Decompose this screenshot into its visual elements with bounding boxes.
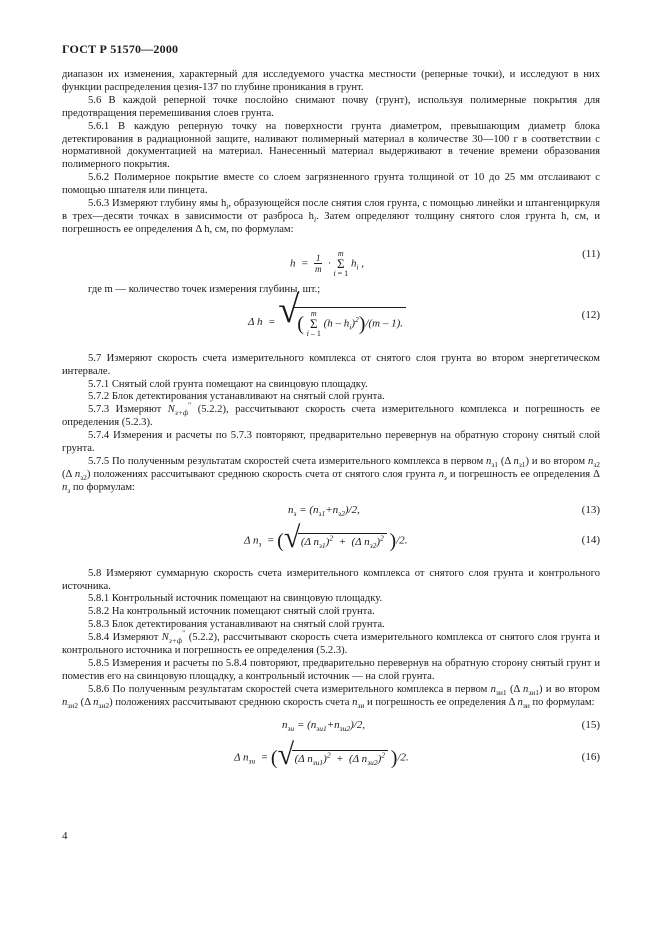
formula-11: h = $\frac{1}{m}$ · m Σ i = 1 $h_i$ , (11) xyxy=(290,247,600,278)
paragraph-5-7-2: 5.7.2 Блок детектирования устанавливают на снятый слой грунта. xyxy=(88,391,385,403)
paragraph: диапазон их изменения, характерный для исследуемого участка местности (реперные точки), и исследуют в них функции распределения цезия-137 по глубине проникания в грунт. xyxy=(62,69,600,93)
page-number: 4 xyxy=(62,830,68,842)
paragraph-5-6-3: 5.6.3 Измеряют глубину ямы $h_i$, образующейся после снятия слоя грунта, с помощью линейки и штангенциркуля в трех—десяти точках в зависимости от разброса $h_i$. Затем определяют толщину снятого слоя грунта h, см, и погрешность ее определения Δ h, см, по формулам: xyxy=(62,198,600,235)
document-body xyxy=(62,69,600,781)
formula-14: Δ $n_з$ = ( √ (Δ $n_{з1})^2 + (\Delta$ $n_{з2})^2$ )/2. (14) xyxy=(244,520,600,554)
paragraph-5-8-3: 5.8.3 Блок детектирования устанавливают на снятый слой грунта. xyxy=(88,619,385,631)
paragraph-5-7-4: 5.7.4 Измерения и расчеты по 5.7.3 повторяют, предварительно перевернув на обратную сторону снятый слой грунта. xyxy=(62,430,600,455)
paragraph-5-8-5: 5.8.5 Измерения и расчеты по 5.8.4 повторяют, предварительно перевернув на обратную сторону снятый грунт и поместив его на свинцовую площадку, а контрольный источник — на слой грунта. xyxy=(62,658,600,682)
paragraph-5-8-6: 5.8.6 По полученным результатам скоростей счета измерительного комплекса в первом $n_{зи1}$ (Δ $n_{зи1}$) и во втором $n_{зи2}$ (Δ $n_{зи2}$) положениях рассчитывают среднюю скорость счета $n_{зи}$ и погрешность ее определения Δ $n_{зи}$ по формулам: xyxy=(62,683,600,710)
formula-number: (14) xyxy=(581,533,600,546)
document-header: ГОСТ Р 51570—2000 xyxy=(62,42,179,56)
paragraph-where: где m — количество точек измерения глубины, шт.; xyxy=(88,283,321,295)
formula-number: (13) xyxy=(581,503,600,516)
formula-number: (15) xyxy=(581,718,600,731)
paragraph-5-8-2: 5.8.2 На контрольный источник помещают снятый слой грунта. xyxy=(88,606,375,618)
paragraph-5-7-1: 5.7.1 Снятый слой грунта помещают на свинцовую площадку. xyxy=(88,378,368,390)
formula-13: $n_з = (n_{з1}+n_{з2})/2$, (13) xyxy=(288,503,600,518)
formula-12: Δ h = √ ( m Σ i – 1 $(h - h_i)^2)/(m - 1)$. (12) xyxy=(248,288,600,338)
paragraph-5-7: 5.7 Измеряют скорость счета измерительного комплекса от снятого слоя грунта во втором энергетическом интервале. xyxy=(62,352,600,377)
paragraph-5-7-5: 5.7.5 По полученным результатам скоростей счета измерительного комплекса в первом $n_{з1}$ (Δ $n_{з1}$) и во втором $n_{з2}$ (Δ $n_{з2}$) положениях рассчитывают среднюю скорость счета от снятого слоя грунта $n_з$ и погрешность ее определения Δ $n_з$ по формулам: xyxy=(62,455,600,495)
paragraph-5-8-1: 5.8.1 Контрольный источник помещают на свинцовую площадку. xyxy=(88,593,383,605)
formula-number: (11) xyxy=(582,247,600,260)
paragraph-5-6-2: 5.6.2 Полимерное покрытие вместе со слоем загрязненного грунта толщиной от 10 до 25 мм отслаивают с помощью шпателя или пинцета. xyxy=(62,172,600,197)
paragraph-5-8: 5.8 Измеряют суммарную скорость счета измерительного комплекса от снятого слоя грунта и контрольного источника. xyxy=(62,567,600,592)
formula-16: Δ $n_{зи}$ = ( √ (Δ $n_{зи1})^2 + (\Delta$ $n_{зи2})^2$ )/2. (16) xyxy=(234,737,600,771)
paragraph-5-8-4: 5.8.4 Измеряют $N_{з+ф}''$ (5.2.2), рассчитывают скорость счета измерительного комплекса от снятого слоя грунта и контрольного источника и погрешность ее определения (5.2.3). xyxy=(62,628,600,657)
formula-15: $n_{зи} = (n_{зи1}+n_{зи2})/2$, (15) xyxy=(282,718,600,733)
formula-number: (16) xyxy=(581,750,600,763)
paragraph-5-7-3: 5.7.3 Измеряют $N_{з+ф}''$ (5.2.2), рассчитывают скорость счета измерительного комплекса и погрешность ее определения (5.2.3). xyxy=(62,400,600,429)
paragraph-5-6-1: 5.6.1 В каждую реперную точку на поверхности грунта диаметром, превышающим диаметр блока детектирования в радиационной защите, наливают полимерный материал в количестве 30—100 г в соответствии с нормативной документацией на материал. Нанесенный материал выдерживают в течение времени образования полимерного покрытия. xyxy=(62,120,600,171)
paragraph-5-6: 5.6 В каждой реперной точке послойно снимают почву (грунт), используя полимерные покрытия для предотвращения перемешивания слоев грунта. xyxy=(62,94,600,119)
formula-number: (12) xyxy=(581,308,600,321)
